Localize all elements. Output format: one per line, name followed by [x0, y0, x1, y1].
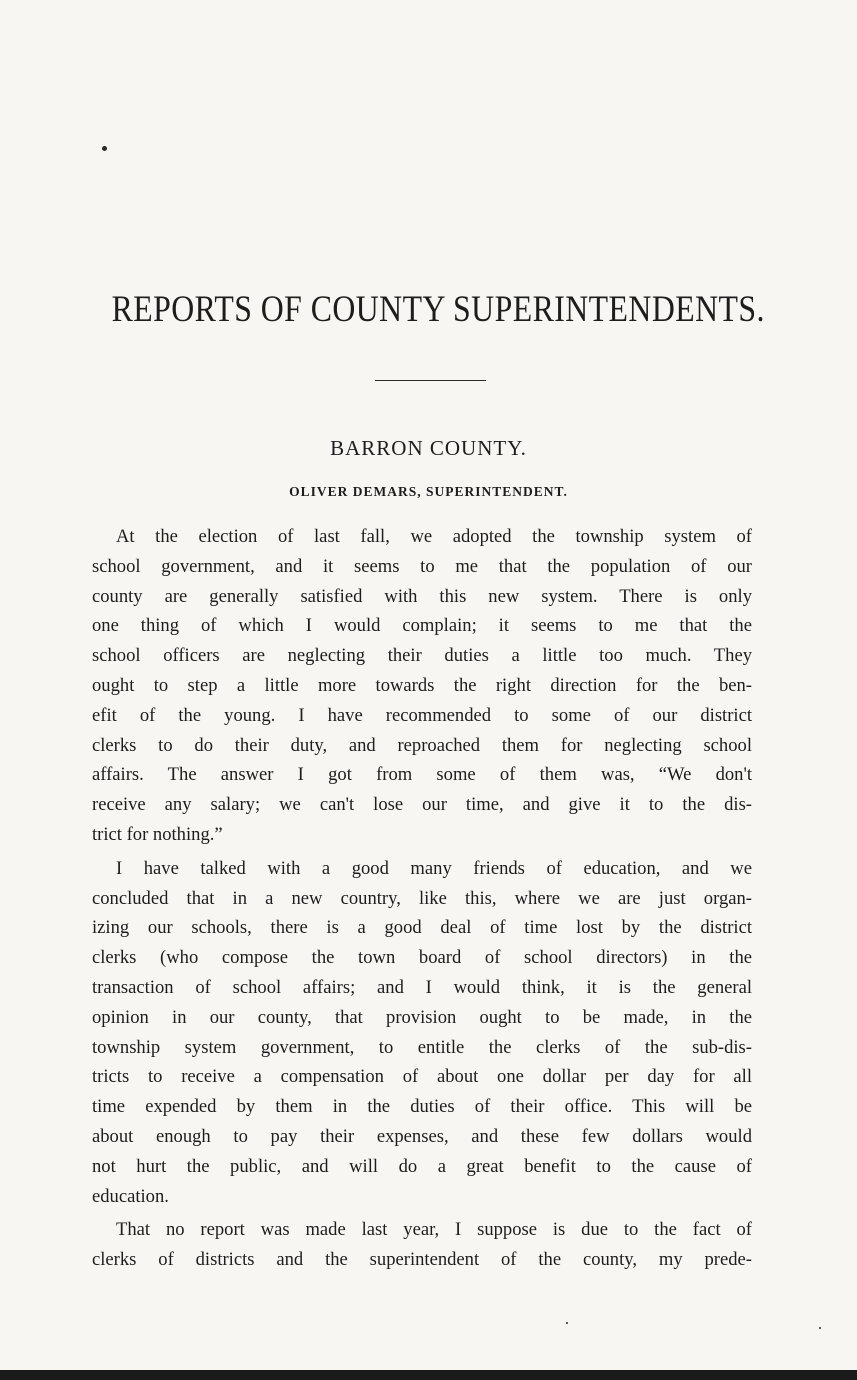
- text-line: about enough to pay their expenses, and these few dollars would: [92, 1125, 752, 1147]
- text-line: ought to step a little more towards the right direction for the ben-: [92, 674, 752, 696]
- text-line: affairs. The answer I got from some of them was, “We don't: [92, 764, 752, 786]
- text-line: school officers are neglecting their duties a little too much. They: [92, 645, 752, 667]
- ink-speck: [102, 146, 107, 151]
- text-line: one thing of which I would complain; it seems to me that the: [92, 615, 752, 637]
- text-line: izing our schools, there is a good deal of time lost by the district: [92, 917, 752, 939]
- text-line: clerks of districts and the superintendent of the county, my prede-: [92, 1249, 752, 1271]
- text-line: education.: [92, 1185, 169, 1207]
- text-line: clerks to do their duty, and reproached them for neglecting school: [92, 734, 752, 756]
- text-line: concluded that in a new country, like this, where we are just organ-: [92, 887, 752, 909]
- text-line: efit of the young. I have recommended to some of our district: [92, 704, 752, 726]
- text-line: opinion in our county, that provision ought to be made, in the: [92, 1006, 752, 1028]
- superintendent-byline: OLIVER DEMARS, SUPERINTENDENT.: [289, 484, 568, 499]
- ink-speck: [566, 1322, 568, 1324]
- text-line: receive any salary; we can't lose our time, and give it to the dis-: [92, 794, 752, 816]
- paragraph-3: [92, 1215, 752, 1275]
- text-line: transaction of school affairs; and I would think, it is the general: [92, 976, 752, 998]
- paragraph-1: [92, 522, 752, 850]
- main-heading: REPORTS OF COUNTY SUPERINTENDENTS.: [111, 289, 765, 330]
- county-heading: BARRON COUNTY.: [330, 436, 527, 460]
- text-line: I have talked with a good many friends of education, and we: [116, 857, 752, 879]
- ink-speck: [819, 1327, 821, 1329]
- text-line: clerks (who compose the town board of school directors) in the: [92, 947, 752, 969]
- text-line: school government, and it seems to me that the population of our: [92, 555, 752, 577]
- section-rule: [375, 380, 486, 381]
- text-line: tricts to receive a compensation of about one dollar per day for all: [92, 1066, 752, 1088]
- text-line: That no report was made last year, I suppose is due to the fact of: [116, 1219, 752, 1241]
- text-line: not hurt the public, and will do a great benefit to the cause of: [92, 1155, 752, 1177]
- text-line: county are generally satisfied with this new system. There is only: [92, 585, 752, 607]
- text-line: time expended by them in the duties of their office. This will be: [92, 1096, 752, 1118]
- paragraph-2: [92, 854, 752, 1212]
- text-line: trict for nothing.”: [92, 823, 223, 845]
- text-line: At the election of last fall, we adopted the township system of: [116, 526, 752, 547]
- report-body: [92, 522, 752, 1275]
- text-line: township system government, to entitle the clerks of the sub-dis-: [92, 1036, 752, 1058]
- scan-edge-bar: [0, 1370, 857, 1380]
